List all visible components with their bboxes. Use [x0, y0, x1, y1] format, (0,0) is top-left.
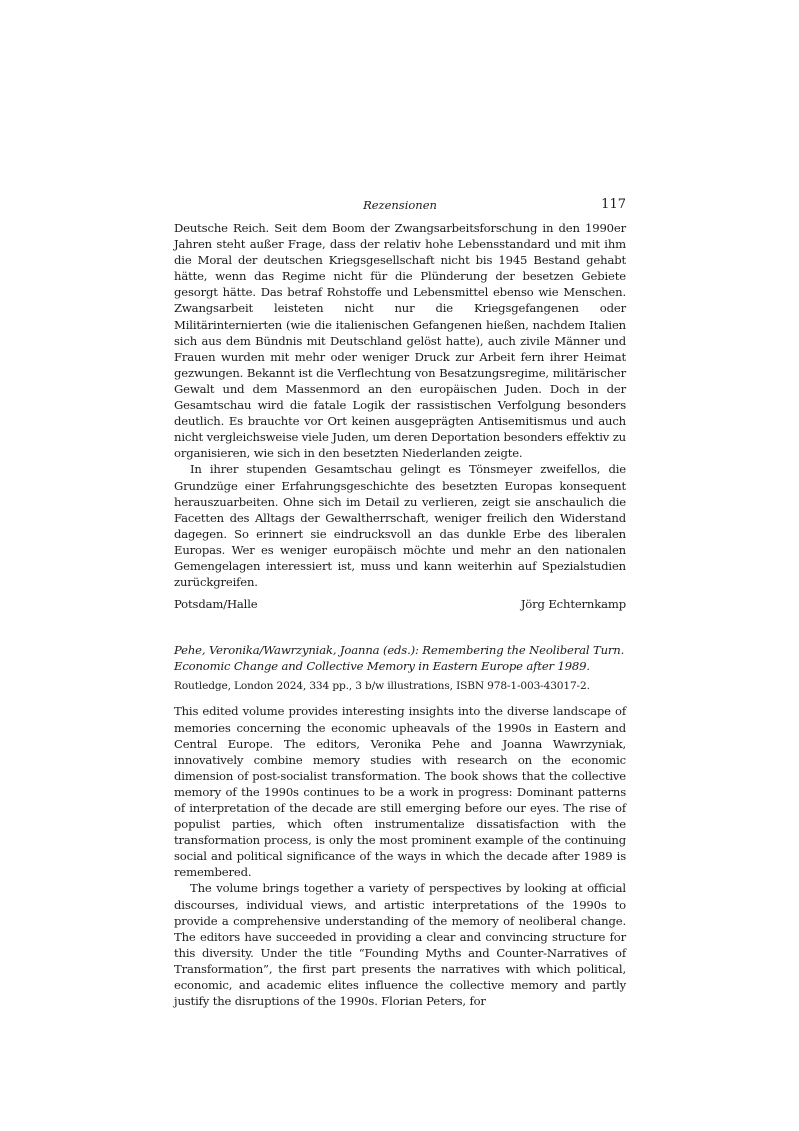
text-block: [174, 220, 626, 1009]
review2-paragraph-1: This edited volume provides interesting insights into the diverse landscape of memories concerning the economic upheavals of the 1990s in Eastern and Central Europe. The editors, Veronika Pehe and Joanna Wawrzyniak, innovatively combine memory studies with research on the economic dimension of post-socialist transformation. The book shows that the collective memory of the 1990s continues to be a work in progress: Dominant patterns of interpretation of the decade are still emerging before our eyes. The rise of populist parties, which often instrumentalize dissatisfaction with the transformation process, is only the most prominent example of the continuing social and political significance of the ways in which the decade after 1989 is remembered.: [174, 704, 626, 880]
running-head: [174, 196, 626, 214]
review1-author: Jörg Echternkamp: [520, 597, 626, 612]
review1-paragraph-2: In ihrer stupenden Gesamtschau gelingt es Tönsmeyer zweifellos, die Grundzüge einer Erfahrungsgeschichte des besetzten Europas konsequent herauszuarbeiten. Ohne sich im Detail zu verlieren, zeigt sie anschaulich die Facetten des Alltags der Gewaltherrschaft, weniger freilich den Widerstand dagegen. So erinnert sie eindrucksvoll an das dunkle Erbe des liberalen Europas. Wer es weniger europäisch möchte und mehr an den nationalen Gemengelagen interessiert ist, muss und kann weiterhin auf Spezialstudien zurückgreifen.: [174, 462, 626, 590]
page-number: 117: [601, 197, 626, 212]
running-title: Rezensionen: [363, 198, 437, 212]
review2-book-title: Pehe, Veronika/Wawrzyniak, Joanna (eds.): Remembering the Neoliberal Turn. Economic Change and Collective Memory in Eastern Europe after 1989.: [174, 643, 625, 674]
review2-paragraph-2: The volume brings together a variety of perspectives by looking at official discourses, individual views, and artistic interpretations of the 1990s to provide a comprehensive understanding of the memory of neoliberal change. The editors have succeeded in providing a clear and convincing structure for this diversity. Under the title “Founding Myths and Counter-Narratives of Transformation”, the first part presents the narratives with which political, economic, and academic elites influence the collective memory and partly justify the disruptions of the 1990s. Florian Peters, for: [174, 881, 626, 1009]
review1-signature: [174, 596, 626, 612]
review2-book-details: Routledge, London 2024, 334 pp., 3 b/w illustrations, ISBN 978-1-003-43017-2.: [174, 680, 590, 693]
review1-place: Potsdam/Halle: [174, 597, 258, 612]
review1-paragraph-1: Deutsche Reich. Seit dem Boom der Zwangsarbeitsforschung in den 1990er Jahren steht außer Frage, dass der relativ hohe Lebensstandard und mit ihm die Moral der deutschen Kriegsgesellschaft nicht bis 1945 Bestand gehabt hätte, wenn das Regime nicht für die Plünderung der besetzen Gebiete gesorgt hätte. Das betraf Rohstoffe und Lebensmittel ebenso wie Menschen. Zwangsarbeit leisteten nicht nur die Kriegsgefangenen oder Militärinternierten (wie die italienischen Gefangenen hießen, nachdem Italien sich aus dem Bündnis mit Deutschland gelöst hatte), auch zivile Männer und Frauen wurden mit mehr oder weniger Druck zur Arbeit fern ihrer Heimat gezwungen. Bekannt ist die Verflechtung von Besatzungsregime, militärischer Gewalt und dem Massenmord an den europäischen Juden. Doch in der Gesamtschau wird die fatale Logik der rassistischen Verfolgung besonders deutlich. Es brauchte vor Ort keinen ausgeprägten Antisemitismus und auch nicht vergleichsweise viele Juden, um deren Deportation besonders effektiv zu organisieren, wie sich in den besetzten Niederlanden zeigte.: [174, 221, 626, 461]
